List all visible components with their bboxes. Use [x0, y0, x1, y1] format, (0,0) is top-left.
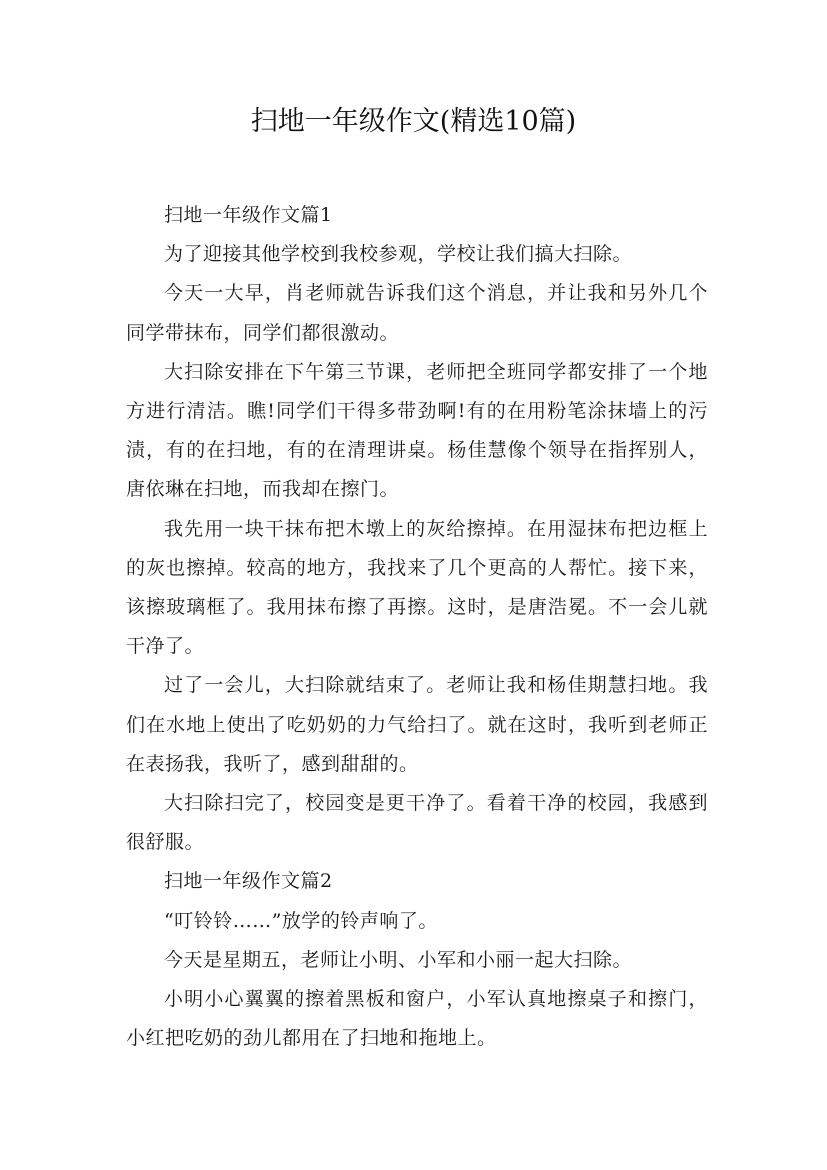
paragraph: 大扫除安排在下午第三节课，老师把全班同学都安排了一个地方进行清洁。瞧!同学们干得多带劲啊!有的在用粉笔涂抹墙上的污渍，有的在扫地，有的在清理讲桌。杨佳慧像个领导在指挥别人，唐依琳在扫地，而我却在擦门。 — [126, 360, 708, 501]
paragraph: 我先用一块干抹布把木墩上的灰给擦掉。在用湿抹布把边框上的灰也擦掉。较高的地方，我找来了几个更高的人帮忙。接下来，该擦玻璃框了。我用抹布擦了再擦。这时，是唐浩冕。不一会儿就干净了。 — [126, 517, 708, 658]
paragraph: 过了一会儿，大扫除就结束了。老师让我和杨佳期慧扫地。我们在水地上使出了吃奶奶的力气给扫了。就在这时，我听到老师正在表扬我，我听了，感到甜甜的。 — [126, 674, 708, 775]
paragraph: 小明小心翼翼的擦着黑板和窗户，小军认真地擦桌子和擦门，小红把吃奶的劲儿都用在了扫地和拖地上。 — [126, 988, 708, 1050]
paragraph: 今天一大早，肖老师就告诉我们这个消息，并让我和另外几个同学带抹布，同学们都很激动。 — [126, 282, 708, 344]
paragraph: “叮铃铃……”放学的铃声响了。 — [164, 909, 438, 932]
paragraph: 为了迎接其他学校到我校参观，学校让我们搞大扫除。 — [164, 243, 633, 266]
document-body — [126, 196, 708, 1058]
section-heading: 扫地一年级作文篇2 — [164, 870, 333, 893]
section-heading: 扫地一年级作文篇1 — [164, 204, 333, 226]
paragraph: 今天是星期五，老师让小明、小军和小丽一起大扫除。 — [164, 948, 633, 971]
document-title: 扫地一年级作文(精选10篇) — [250, 106, 577, 137]
paragraph: 大扫除扫完了，校园变是更干净了。看着干净的校园，我感到很舒服。 — [126, 792, 708, 854]
